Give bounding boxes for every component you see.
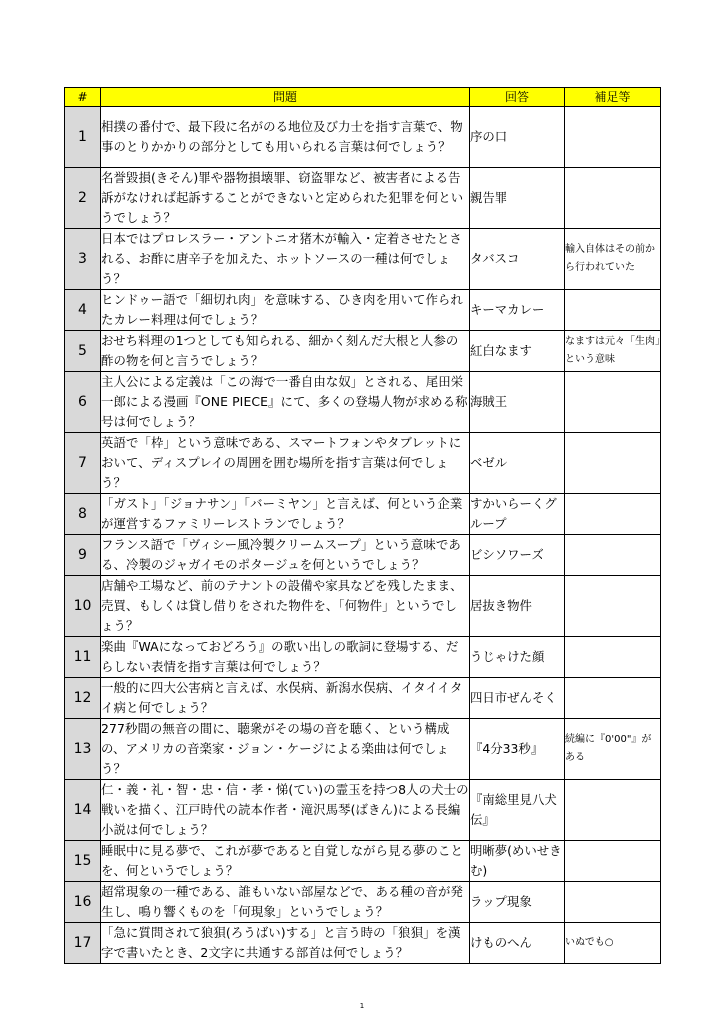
table-row [65,168,661,229]
note-cell: なますは元々「生肉」という意味 [565,331,661,372]
row-number: 13 [65,719,101,780]
note-cell [565,107,661,168]
question-cell: 「急に質問されて狼狽(ろうばい)する」と言う時の「狼狽」を漢字で書いたとき、2文字に共通する部首は何でしょう？ [101,923,470,964]
header-row [65,88,661,107]
row-number: 17 [65,923,101,964]
row-number: 2 [65,168,101,229]
note-cell: いぬでも○ [565,923,661,964]
note-cell [565,637,661,678]
answer-cell: 四日市ぜんそく [470,678,565,719]
row-number: 3 [65,229,101,290]
question-cell: フランス語で「ヴィシー風冷製クリームスープ」という意味である、冷製のジャガイモのポタージュを何というでしょう？ [101,535,470,576]
answer-cell: 『南総里見八犬伝』 [470,780,565,841]
question-cell: 主人公による定義は「この海で一番自由な奴」とされる、尾田栄一郎による漫画『ONE PIECE』にて、多くの登場人物が求める称号は何でしょう？ [101,372,470,433]
row-number: 7 [65,433,101,494]
answer-cell: すかいらーくグループ [470,494,565,535]
question-cell: おせち料理の1つとしても知られる、細かく刻んだ大根と人参の酢の物を何と言うでしょう？ [101,331,470,372]
table-row [65,229,661,290]
header-question: 問題 [101,88,470,107]
row-number: 1 [65,107,101,168]
question-cell: 楽曲『WAになっておどろう』の歌い出しの歌詞に登場する、だらしない表情を指す言葉は何でしょう？ [101,637,470,678]
table-row [65,290,661,331]
note-cell [565,494,661,535]
question-cell: 名誉毀損(きそん)罪や器物損壊罪、窃盗罪など、被害者による告訴がなければ起訴することができないと定められた犯罪を何というでしょう？ [101,168,470,229]
row-number: 15 [65,841,101,882]
question-cell: 仁・義・礼・智・忠・信・孝・悌(てい)の霊玉を持つ8人の犬士の戦いを描く、江戸時代の読本作者・滝沢馬琴(ばきん)による長編小説は何でしょう？ [101,780,470,841]
page-number: 1 [359,1002,365,1010]
table-row [65,331,661,372]
row-number: 8 [65,494,101,535]
table-row [65,841,661,882]
quiz-table [64,87,661,964]
table-row [65,719,661,780]
question-cell: 英語で「枠」という意味である、スマートフォンやタブレットにおいて、ディスプレイの周囲を囲む場所を指す言葉は何でしょう？ [101,433,470,494]
row-number: 4 [65,290,101,331]
note-cell [565,535,661,576]
answer-cell: 『4分33秒』 [470,719,565,780]
note-cell [565,780,661,841]
table-row [65,576,661,637]
row-number: 11 [65,637,101,678]
answer-cell: ビシソワーズ [470,535,565,576]
answer-cell: タバスコ [470,229,565,290]
note-cell [565,168,661,229]
header-note: 補足等 [565,88,661,107]
question-cell: 277秒間の無音の間に、聴衆がその場の音を聴く、という構成の、アメリカの音楽家・ジョン・ケージによる楽曲は何でしょう？ [101,719,470,780]
table-row [65,678,661,719]
row-number: 9 [65,535,101,576]
answer-cell: 紅白なます [470,331,565,372]
question-cell: 睡眠中に見る夢で、これが夢であると自覚しながら見る夢のことを、何というでしょう？ [101,841,470,882]
note-cell [565,290,661,331]
answer-cell: 序の口 [470,107,565,168]
answer-cell: 親告罪 [470,168,565,229]
note-cell [565,372,661,433]
row-number: 16 [65,882,101,923]
question-cell: ヒンドゥー語で「細切れ肉」を意味する、ひき肉を用いて作られたカレー料理は何でしょう？ [101,290,470,331]
answer-cell: 居抜き物件 [470,576,565,637]
answer-cell: ラップ現象 [470,882,565,923]
note-cell [565,576,661,637]
answer-cell: キーマカレー [470,290,565,331]
question-cell: 一般的に四大公害病と言えば、水俣病、新潟水俣病、イタイイタイ病と何でしょう？ [101,678,470,719]
answer-cell: けものへん [470,923,565,964]
table-row [65,637,661,678]
header-answer: 回答 [470,88,565,107]
note-cell [565,841,661,882]
note-cell [565,678,661,719]
question-cell: 相撲の番付で、最下段に名がのる地位及び力士を指す言葉で、物事のとりかかりの部分としても用いられる言葉は何でしょう？ [101,107,470,168]
table-row [65,494,661,535]
row-number: 10 [65,576,101,637]
table-row [65,372,661,433]
table-row [65,780,661,841]
table-row [65,535,661,576]
row-number: 5 [65,331,101,372]
header-number: # [65,88,101,107]
answer-cell: 海賊王 [470,372,565,433]
row-number: 14 [65,780,101,841]
question-cell: 超常現象の一種である、誰もいない部屋などで、ある種の音が発生し、鳴り響くものを「何現象」というでしょう？ [101,882,470,923]
table-row [65,882,661,923]
note-cell [565,882,661,923]
answer-cell: うじゃけた顔 [470,637,565,678]
table-row [65,433,661,494]
question-cell: 日本ではプロレスラー・アントニオ猪木が輸入・定着させたとされる、お酢に唐辛子を加えた、ホットソースの一種は何でしょう？ [101,229,470,290]
row-number: 12 [65,678,101,719]
row-number: 6 [65,372,101,433]
table-row [65,923,661,964]
question-cell: 店舗や工場など、前のテナントの設備や家具などを残したまま、売買、もしくは貸し借りをされた物件を、「何物件」というでしょう？ [101,576,470,637]
table-row [65,107,661,168]
note-cell: 輸入自体はその前から行われていた [565,229,661,290]
answer-cell: 明晰夢(めいせきむ) [470,841,565,882]
question-cell: 「ガスト」「ジョナサン」「バーミヤン」と言えば、何という企業が運営するファミリーレストランでしょう？ [101,494,470,535]
note-cell: 続編に『0'00"』がある [565,719,661,780]
answer-cell: ベゼル [470,433,565,494]
note-cell [565,433,661,494]
